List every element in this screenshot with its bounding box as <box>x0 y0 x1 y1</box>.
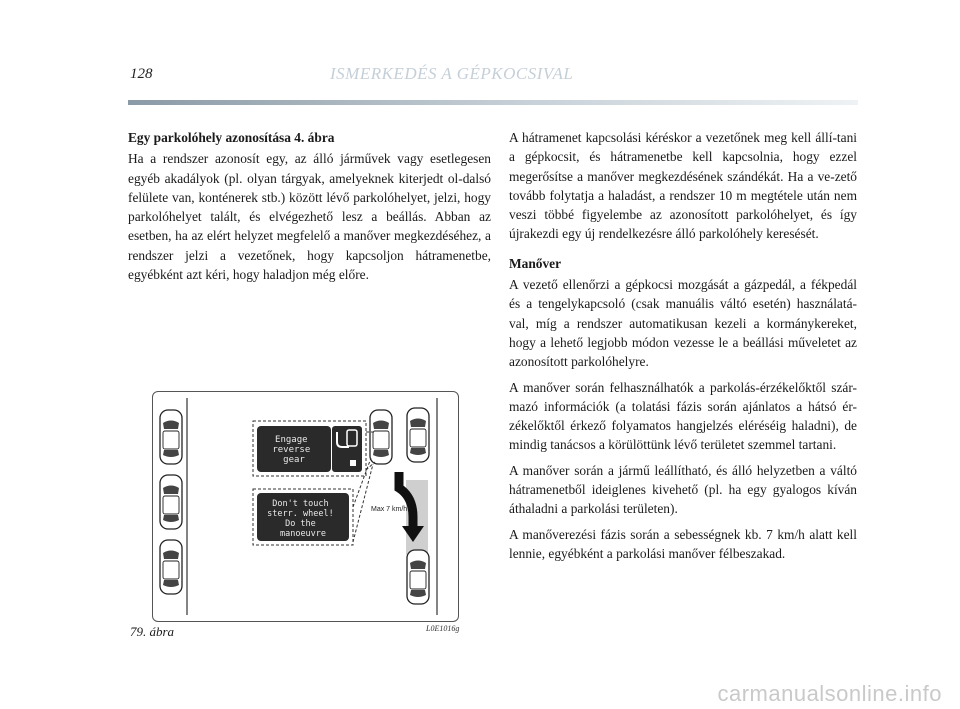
speed-label: Max 7 km/h <box>371 506 408 513</box>
body-paragraph: A manőverezési fázis során a sebességnek kb. 7 km/h alatt kell lennie, egyébként a parkolási manőver félbeszakad. <box>509 526 857 561</box>
header-rule <box>128 100 858 105</box>
figure-code: L0E1016g <box>426 624 460 633</box>
left-column <box>128 128 491 290</box>
figure-caption: 79. ábra <box>130 624 175 639</box>
parking-diagram <box>153 392 458 621</box>
watermark: carmanualsonline.info <box>717 681 942 706</box>
body-paragraph: A manőver során a jármű leállítható, és álló helyzetben a váltó hátramenetből ideiglenes kivehető (pl. ha egy gyalogos kíván áthaladni a parkolási területen). <box>509 462 857 517</box>
right-column <box>509 128 857 569</box>
body-paragraph: A manőver során felhasználhatók a parkolás-érzékelőktől szár-mazó információk (a tolatási fázis során ajánlatos a hátsó ér-zékelőktől érkező folyamatos hangjelzés eléréséig haladni), de mindig tanácsos a körülöttünk lévő területet szemmel tartani. <box>509 379 857 453</box>
running-title: ISMERKEDÉS A GÉPKOCSIVAL <box>330 64 574 83</box>
svg-text:Don't touch sterr. wheel: Don't touch sterr. wheel! Do the manoeuvre <box>267 499 334 539</box>
section-heading-manoeuvre: Manőver <box>509 255 562 271</box>
body-paragraph: Ha a rendszer azonosít egy, az álló járművek vagy esetlegesen egyéb akadályok (pl. olyan tárgyak, amelyeknek kiterjedt ol-dalsó felülete van, konténerek stb.) között lévő parkolóhelyet, jelzi, hogy parkolóhelyet talált, és elvégezhető lesz a beállás. Abban az esetben, ha az elért helyzet megfelelő a manőver megkezdéséhez, a rendszer jelzi a vezetőnek, hogy kapcsoljon hátramenetbe, egyébként azt kéri, hogy haladjon még előre. <box>128 151 491 283</box>
section-heading-parking-space: Egy parkolóhely azonosítása 4. ábra <box>128 130 335 145</box>
body-paragraph: A vezető ellenőrzi a gépkocsi mozgását a gázpedál, a fékpedál és a tengelykapcsoló (csak manuális váltó esetén) használatá-val, míg a rendszer automatikusan kezeli a kormánykereket, hogy a lehető legjobb módon vezesse le a beállási műveletet az azonosított parkolóhelyre. <box>509 277 857 370</box>
svg-text:Engage reverse gea: Engage reverse gear <box>272 435 311 465</box>
parking-illustration <box>152 391 459 622</box>
page-number: 128 <box>130 66 153 82</box>
body-paragraph: A hátramenet kapcsolási kéréskor a vezetőnek meg kell állí-tani a gépkocsit, és hátramenetbe kell kapcsolnia, hogy ezzel megerősítse a manőver megkezdésének szándékát. Ha a ve-zető tovább folytatja a haladást, a rendszer 10 m megtétele után nem veszi többé figyelembe az azonosított parkolóhelyet, és így újrakezdi egy új rendelkezésre álló parkolóhely keresését. <box>509 130 857 242</box>
